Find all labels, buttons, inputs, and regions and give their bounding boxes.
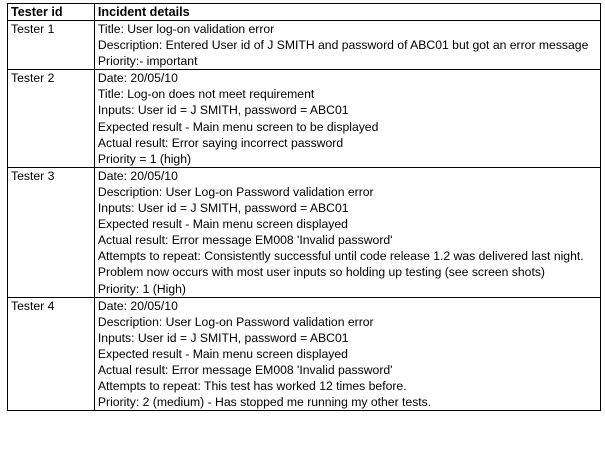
detail-line: Date: 20/05/10 [97, 298, 178, 313]
detail-line: Date: 20/05/10 [97, 71, 178, 86]
table-row [8, 21, 601, 70]
detail-line: Priority = 1 (high) [97, 151, 192, 166]
detail-line: Inputs: User id = J SMITH, password = ABC01 [97, 201, 349, 216]
detail-line: Inputs: User id = J SMITH, password = ABC01 [97, 103, 349, 118]
detail-line: Description: Entered User id of J SMITH and password of ABC01 but got an error message [97, 38, 589, 53]
incident-details-cell [94, 21, 600, 70]
table-row [8, 70, 601, 168]
detail-line: Actual result: Error message EM008 'Invalid password' [97, 233, 393, 248]
detail-line: Actual result: Error message EM008 'Invalid password' [97, 362, 393, 377]
tester-id-cell: Tester 2 [8, 70, 95, 168]
detail-line: Priority:- important [97, 54, 198, 69]
detail-line: Date: 20/05/10 [97, 168, 178, 183]
incident-details-cell [94, 70, 600, 168]
incident-table [7, 3, 601, 411]
detail-line: Expected result - Main menu screen to be displayed [97, 119, 379, 134]
incident-details-cell [94, 297, 600, 411]
detail-line: Priority: 1 (High) [97, 281, 186, 296]
table-row [8, 167, 601, 297]
header-tester-id: Tester id [8, 4, 95, 21]
table-header-row [8, 4, 601, 21]
detail-line: Priority: 2 (medium) - Has stopped me running my other tests. [97, 395, 432, 410]
header-incident-details: Incident details [94, 4, 600, 21]
detail-line: Title: User log-on validation error [97, 22, 275, 36]
incident-details-cell [94, 167, 600, 297]
tester-id-cell: Tester 4 [8, 297, 95, 411]
detail-line: Expected result - Main menu screen displayed [97, 346, 348, 361]
tester-id-cell: Tester 3 [8, 167, 95, 297]
tester-id-cell: Tester 1 [8, 21, 95, 70]
detail-line: Description: User Log-on Password validation error [97, 184, 374, 199]
detail-line: Title: Log-on does not meet requirement [97, 87, 315, 102]
detail-line: Actual result: Error saying incorrect password [97, 135, 344, 150]
table-row [8, 297, 601, 411]
detail-line: Attempts to repeat: This test has worked 12 times before. [97, 379, 407, 394]
detail-line: Description: User Log-on Password validation error [97, 314, 374, 329]
detail-line: Attempts to repeat: Consistently successful until code release 1.2 was delivered last night. Problem now occurs with most user inputs so holding up testing (see screen shots) [97, 249, 584, 280]
detail-line: Inputs: User id = J SMITH, password = ABC01 [97, 330, 349, 345]
detail-line: Expected result - Main menu screen displayed [97, 217, 348, 232]
